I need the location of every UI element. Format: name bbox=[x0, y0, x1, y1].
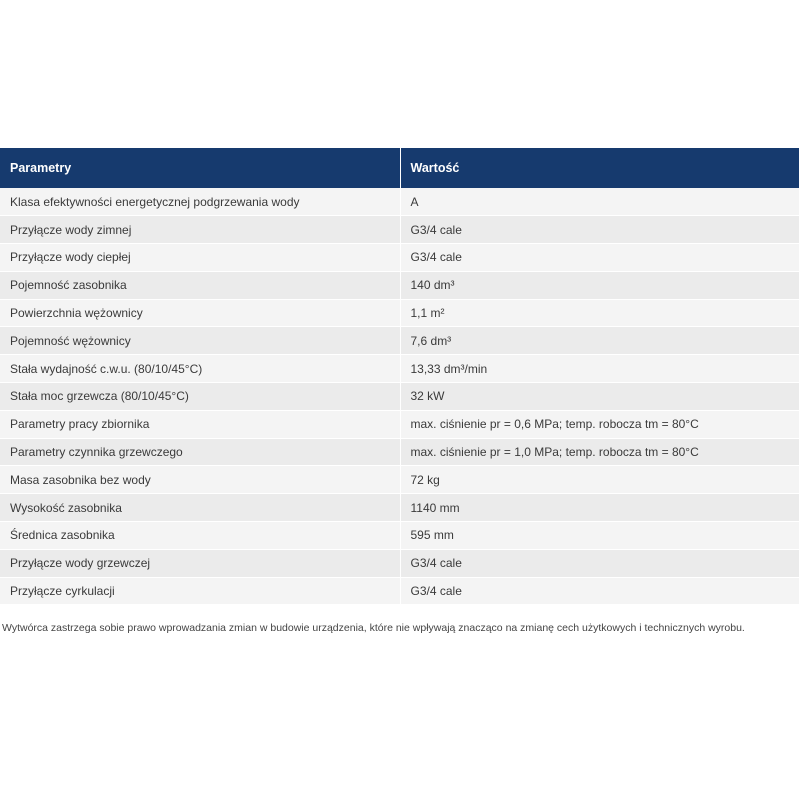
value-cell: G3/4 cale bbox=[400, 549, 799, 577]
table-row bbox=[0, 549, 799, 577]
param-cell: Średnica zasobnika bbox=[10, 528, 115, 543]
param-cell: Parametry pracy zbiornika bbox=[10, 417, 150, 432]
table-row bbox=[0, 466, 799, 494]
value-cell: 72 kg bbox=[400, 466, 799, 494]
table-row bbox=[0, 244, 799, 272]
param-cell: Stała wydajność c.w.u. (80/10/45°C) bbox=[10, 361, 203, 376]
table-header bbox=[0, 148, 799, 188]
param-cell: Pojemność zasobnika bbox=[10, 278, 127, 293]
param-cell: Wysokość zasobnika bbox=[10, 500, 122, 515]
table-row bbox=[0, 216, 799, 244]
table-row bbox=[0, 355, 799, 383]
table-row bbox=[0, 188, 799, 216]
value-cell: A bbox=[400, 188, 799, 216]
table-header-row bbox=[0, 148, 799, 188]
param-cell: Przyłącze cyrkulacji bbox=[10, 584, 115, 599]
table-row bbox=[0, 522, 799, 550]
table-row bbox=[0, 577, 799, 605]
table-row bbox=[0, 383, 799, 411]
value-cell: max. ciśnienie pr = 0,6 MPa; temp. robocza tm = 80°C bbox=[400, 410, 799, 438]
value-cell: 1140 mm bbox=[400, 494, 799, 522]
param-cell: Pojemność wężownicy bbox=[10, 333, 131, 348]
value-cell: 140 dm³ bbox=[400, 271, 799, 299]
param-cell: Przyłącze wody ciepłej bbox=[10, 250, 131, 265]
value-cell: 13,33 dm³/min bbox=[400, 355, 799, 383]
table-body bbox=[0, 188, 799, 605]
specs-table bbox=[0, 148, 799, 605]
header-value: Wartość bbox=[400, 148, 799, 188]
value-cell: G3/4 cale bbox=[400, 577, 799, 605]
value-cell: 32 kW bbox=[400, 383, 799, 411]
value-cell: G3/4 cale bbox=[400, 216, 799, 244]
disclaimer-note: Wytwórca zastrzega sobie prawo wprowadzania zmian w budowie urządzenia, które nie wpływają znacząco na zmianę cech użytkowych i technicznych wyrobu. bbox=[2, 622, 745, 634]
value-cell: G3/4 cale bbox=[400, 244, 799, 272]
param-cell: Masa zasobnika bez wody bbox=[10, 472, 151, 487]
table-row bbox=[0, 271, 799, 299]
param-cell: Klasa efektywności energetycznej podgrzewania wody bbox=[10, 194, 300, 209]
table-row bbox=[0, 494, 799, 522]
value-cell: max. ciśnienie pr = 1,0 MPa; temp. robocza tm = 80°C bbox=[400, 438, 799, 466]
param-cell: Stała moc grzewcza (80/10/45°C) bbox=[10, 389, 189, 404]
param-cell: Powierzchnia wężownicy bbox=[10, 306, 143, 321]
param-cell: Przyłącze wody zimnej bbox=[10, 222, 132, 237]
table-row bbox=[0, 327, 799, 355]
value-cell: 7,6 dm³ bbox=[400, 327, 799, 355]
value-cell: 595 mm bbox=[400, 522, 799, 550]
header-param: Parametry bbox=[10, 161, 72, 175]
table-row bbox=[0, 299, 799, 327]
param-cell: Parametry czynnika grzewczego bbox=[10, 445, 183, 460]
value-cell: 1,1 m² bbox=[400, 299, 799, 327]
table-row bbox=[0, 410, 799, 438]
table-row bbox=[0, 438, 799, 466]
param-cell: Przyłącze wody grzewczej bbox=[10, 556, 151, 571]
